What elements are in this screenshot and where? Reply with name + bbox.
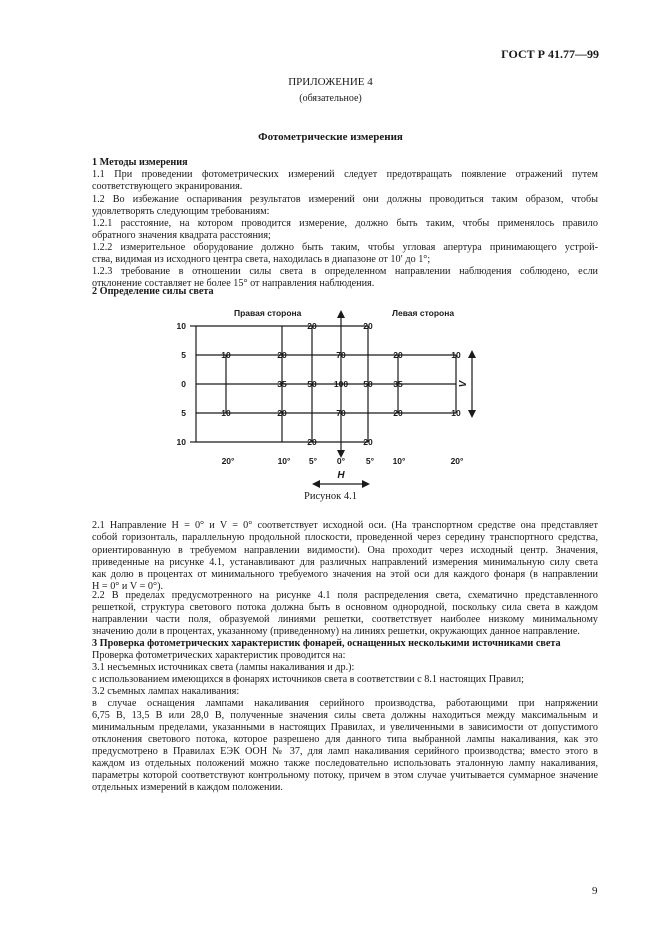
paragraph-1-2-1-line-2: обратного значения квадрата расстояния; [92, 230, 271, 241]
paragraph-2-2-line-2: решеткой, структура светового потока должна быть в основном однородной, поскольку сила света в каждом [92, 602, 598, 613]
h-angle-label: 5° [365, 456, 375, 466]
h-angle-label: 20° [450, 456, 464, 466]
section-1-heading: 1 Методы измерения [92, 157, 188, 168]
grid-value: 50 [307, 379, 317, 389]
paragraph-1-2-line-2: удовлетворять следующим требованиям: [92, 206, 270, 217]
paragraph-3-2-line-5: предусмотрено в Правилах ЕЭК ООН № 37, для ламп накаливания серийного производства; вместо этого в [92, 746, 598, 757]
section-3-intro: Проверка фотометрических характеристик проводится на: [92, 650, 346, 661]
h-angle-label: 0° [336, 456, 346, 466]
right-side-label: Правая сторона [234, 308, 302, 318]
h-axis-label: H [337, 470, 345, 481]
appendix-status: (обязательное) [299, 93, 362, 104]
grid-value: 50 [363, 379, 373, 389]
appendix-title: ПРИЛОЖЕНИЕ 4 [288, 76, 373, 88]
paragraph-2-2-line-1: 2.2 В пределах предусмотренного на рисунке 4.1 поля распределения света, схематично представленного [92, 590, 598, 601]
left-side-label: Левая сторона [392, 308, 455, 318]
grid-value: 20 [307, 321, 317, 331]
paragraph-3-2-line-3: минимальным пределами, указанными в настоящих Правилах, и увеличенными в зависимости от допустимого [92, 722, 598, 733]
paragraph-1-1-line-1: 1.1 При проведении фотометрических измерений следует предотвращать появление отражений путем [92, 169, 598, 180]
v-arrow-down [468, 410, 476, 418]
grid-value: 70 [336, 408, 346, 418]
paragraph-1-2-2-line-1: 1.2.2 измерительное оборудование должно быть таким, чтобы угловая апертура принимающего устрой- [92, 242, 598, 253]
section-title: Фотометрические измерения [258, 131, 403, 143]
paragraph-3-2-line-1: в случае оснащения лампами накаливания серийного производства, работающими при напряжении [92, 698, 598, 709]
paragraph-1-2-line-1: 1.2 Во избежание оспаривания результатов измерений они должны проводиться таким образом, чтобы [92, 194, 598, 205]
grid-value: 20 [277, 350, 287, 360]
grid-value: 20 [393, 408, 403, 418]
grid-value: 35 [393, 379, 403, 389]
document-id: ГОСТ Р 41.77—99 [501, 47, 599, 61]
h-arrow-right [362, 480, 370, 488]
paragraph-3-1: 3.1 несъемных источниках света (лампы накаливания и др.): [92, 662, 355, 673]
row-label: 10 [176, 437, 186, 447]
grid-value: 10 [451, 408, 461, 418]
paragraph-3-2-line-4: отклонения светового потока, которое разрешено для данного типа выбранной лампы накаливания, как это [92, 734, 598, 745]
paragraph-3-1-text: с использованием имеющихся в фонарях источников света в соответствии с 8.1 настоящих Правил; [92, 674, 524, 685]
v-axis-label: V [458, 380, 469, 388]
vertical-axis-arrow-top [337, 310, 345, 318]
paragraph-2-2-line-3: направлении части поля, образуемой линиями решетки, соответствует наиболее низкому минимальному [92, 614, 598, 625]
paragraph-2-1-line-4: приведенные на рисунке 4.1, устанавливают для различных направлений измерения минимальную силу света [92, 557, 598, 568]
h-angle-label: 5° [308, 456, 318, 466]
paragraph-1-2-2-line-2: ства, видимая из исходного центра света, находилась в диапазоне от 10′ до 1°; [92, 254, 431, 265]
grid-value: 100 [333, 379, 349, 389]
h-angle-label: 20° [221, 456, 235, 466]
grid-value: 10 [221, 408, 231, 418]
grid-value: 10 [221, 350, 231, 360]
paragraph-1-2-3-line-2: отклонение составляет не более 15° от направления наблюдения. [92, 278, 375, 289]
h-angle-label: 10° [392, 456, 406, 466]
grid-value: 20 [307, 437, 317, 447]
paragraph-2-1-line-2: собой горизонталь, параллельную продольной плоскости, проведенной через середину транспортного средства, [92, 532, 598, 543]
v-arrow-up [468, 350, 476, 358]
row-label: 10 [176, 321, 186, 331]
grid-value: 20 [393, 350, 403, 360]
grid-value: 20 [363, 321, 373, 331]
paragraph-2-1-line-3: ориентированную в требуемом направлении видимости). Она проходит через исходный центр. Значения, [92, 545, 598, 556]
paragraph-1-2-3-line-1: 1.2.3 требование в отношении силы света в определенном направлении наблюдения соблюдено, если [92, 266, 598, 277]
grid-value: 70 [336, 350, 346, 360]
h-angle-label: 10° [277, 456, 291, 466]
paragraph-1-2-1-line-1: 1.2.1 расстояние, на котором проводится измерение, должно быть таким, чтобы применялось правило [92, 218, 598, 229]
grid-value: 20 [277, 408, 287, 418]
paragraph-1-1-line-2: соответствующего экранирования. [92, 181, 243, 192]
grid-value: 35 [277, 379, 287, 389]
page-number: 9 [592, 885, 598, 897]
section-3-heading: 3 Проверка фотометрических характеристик фонарей, оснащенных несколькими источниками света [92, 638, 561, 649]
paragraph-3-2-line-6: каждом из отдельных положений можно также последовательно использовать эталонную лампу накаливания, [92, 758, 598, 769]
row-label: 5 [181, 408, 186, 418]
paragraph-3-2-line-7: параметры которой соответствуют контрольному потоку, причем в этом случае учитывается суммарное значение [92, 770, 598, 781]
paragraph-2-2-line-4: значению доли в процентах, указанному (приведенному) на линиях решетки, окружающих данное направление. [92, 626, 580, 637]
h-arrow-left [312, 480, 320, 488]
row-label: 0 [181, 379, 186, 389]
grid-value: 10 [451, 350, 461, 360]
row-label: 5 [181, 350, 186, 360]
paragraph-2-1-line-1: 2.1 Направление H = 0° и V = 0° соответствует исходной оси. (На транспортном средстве она представляет [92, 520, 598, 531]
paragraph-2-1-line-6: H = 0° и V = 0°). [92, 581, 164, 592]
paragraph-3-2: 3.2 съемных лампах накаливания: [92, 686, 240, 697]
paragraph-2-1-line-5: как долю в процентах от минимального требуемого значения на этой оси для каждого фонаря (в направлении [92, 569, 598, 580]
figure-caption: Рисунок 4.1 [304, 491, 357, 502]
grid-value: 20 [363, 437, 373, 447]
section-2-heading: 2 Определение силы света [92, 286, 214, 297]
paragraph-3-2-line-8: отдельных измерений в каждом положении. [92, 782, 283, 793]
paragraph-3-2-line-2: 6,75 В, 13,5 В или 28,0 В, полученные значения силы света должны находиться между максимальным и [92, 710, 598, 721]
